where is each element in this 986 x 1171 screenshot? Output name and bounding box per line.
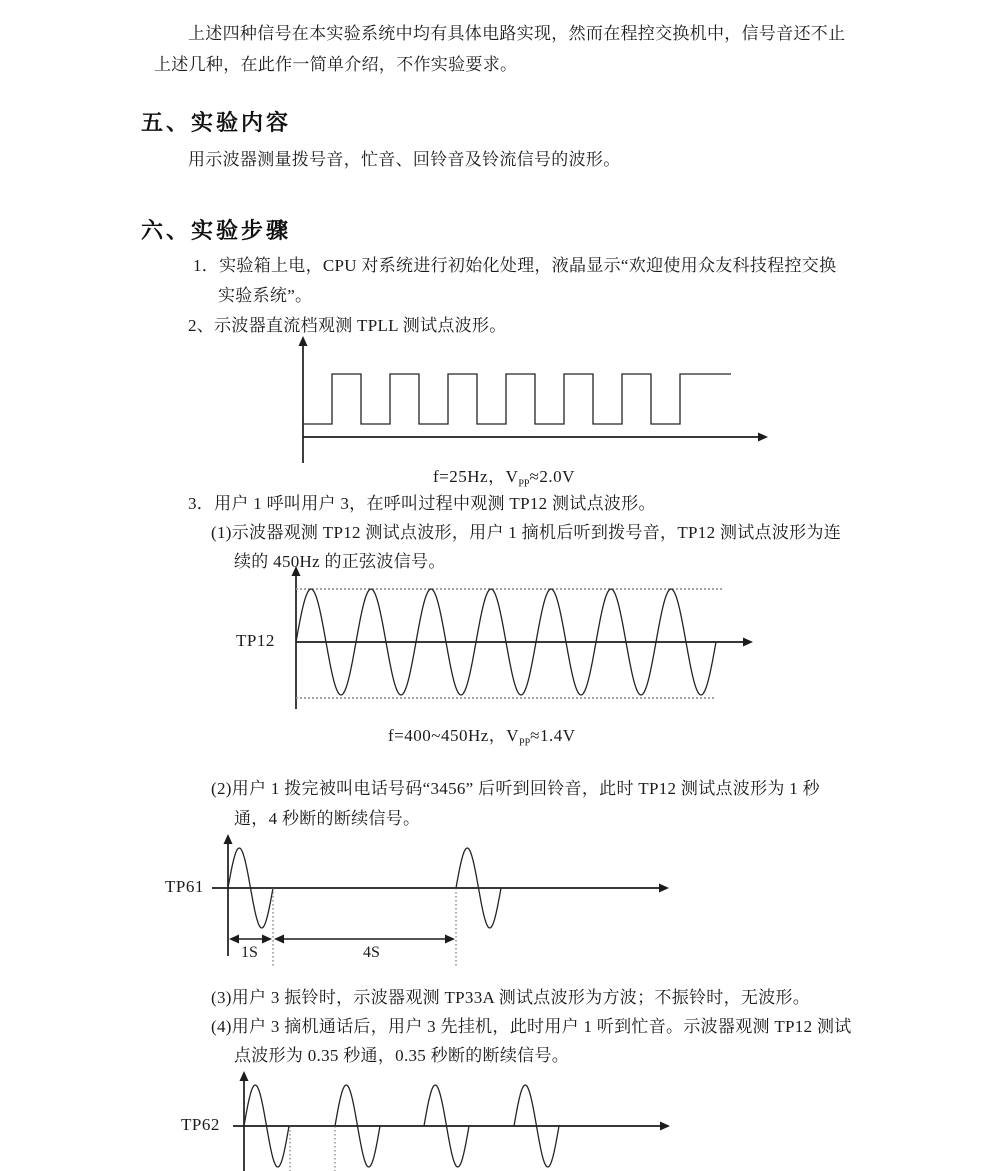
square-figure-y-axis-arrow-icon (299, 336, 308, 346)
step-1-line-2: 实验系统”。 (218, 286, 313, 305)
step-3-4-line-2: 点波形为 0.35 秒通，0.35 秒断的断续信号。 (234, 1046, 570, 1065)
square-caption-sub: PP (518, 478, 530, 490)
step-1-line-1: 1．实验箱上电，CPU 对系统进行初始化处理，液晶显示“欢迎使用众友科技程控交换 (193, 256, 837, 275)
dial-tone-caption-pre: f=400~450Hz，V (388, 726, 520, 745)
busy-tone-figure-x-axis-arrow-icon (660, 1122, 670, 1131)
square-wave-caption (433, 462, 575, 489)
ring-back-figure-dimension-right-arrow-icon-1 (262, 935, 272, 944)
step-3: 3．用户 1 呼叫用户 3，在呼叫过程中观测 TP12 测试点波形。 (188, 494, 656, 513)
step-2: 2、示波器直流档观测 TPLL 测试点波形。 (188, 316, 507, 335)
ring-back-figure-y-axis-arrow-icon (224, 834, 233, 844)
step-3-1-line-1: (1)示波器观测 TP12 测试点波形，用户 1 摘机后听到拨号音，TP12 测试点波形为连 (211, 523, 842, 542)
step-3-1-line-2: 续的 450Hz 的正弦波信号。 (234, 552, 446, 571)
dial-tone-caption-sub: PP (519, 737, 531, 749)
dial-tone-figure-x-axis-arrow-icon (743, 638, 753, 647)
square-waveform (303, 374, 731, 424)
busy-tone-test-point-label: TP62 (181, 1115, 220, 1134)
busy-tone-figure-y-axis-arrow-icon (240, 1071, 249, 1081)
ring-back-figure-dimension-right-arrow-icon-2 (445, 935, 455, 944)
dial-tone-test-point-label: TP12 (236, 631, 275, 650)
section5-heading: 五、实验内容 (141, 110, 292, 135)
ring-on-duration-label: 1S (241, 944, 258, 961)
ring-back-figure-dimension-left-arrow-icon-1 (229, 935, 239, 944)
step-3-3: (3)用户 3 振铃时，示波器观测 TP33A 测试点波形为方波；不振铃时，无波形。 (211, 988, 811, 1007)
section5-body: 用示波器测量拨号音，忙音、回铃音及铃流信号的波形。 (188, 150, 621, 169)
square-caption-pre: f=25Hz，V (433, 467, 519, 486)
section6-heading: 六、实验步骤 (141, 218, 292, 243)
square-figure-x-axis-arrow-icon (758, 433, 768, 442)
step-3-2-line-2: 通，4 秒断的断续信号。 (234, 809, 421, 828)
ring-back-figure-dimension-left-arrow-icon-2 (274, 935, 284, 944)
step-3-2-line-1: (2)用户 1 拨完被叫电话号码“3456” 后听到回铃音，此时 TP12 测试点波形为 1 秒 (211, 779, 820, 798)
dial-tone-caption-post: ≈1.4V (530, 726, 576, 745)
intro-line-1: 上述四种信号在本实验系统中均有具体电路实现，然而在程控交换机中，信号音还不止 (188, 24, 846, 43)
ring-back-figure-x-axis-arrow-icon (659, 884, 669, 893)
ring-back-test-point-label: TP61 (165, 877, 204, 896)
square-caption-post: ≈2.0V (529, 467, 575, 486)
step-3-4-line-1: (4)用户 3 摘机通话后，用户 3 先挂机，此时用户 1 听到忙音。示波器观测 TP12 测试 (211, 1017, 852, 1036)
dial-tone-caption (388, 721, 576, 748)
ring-off-duration-label: 4S (363, 944, 380, 961)
intro-line-2: 上述几种，在此作一简单介绍，不作实验要求。 (154, 55, 518, 74)
